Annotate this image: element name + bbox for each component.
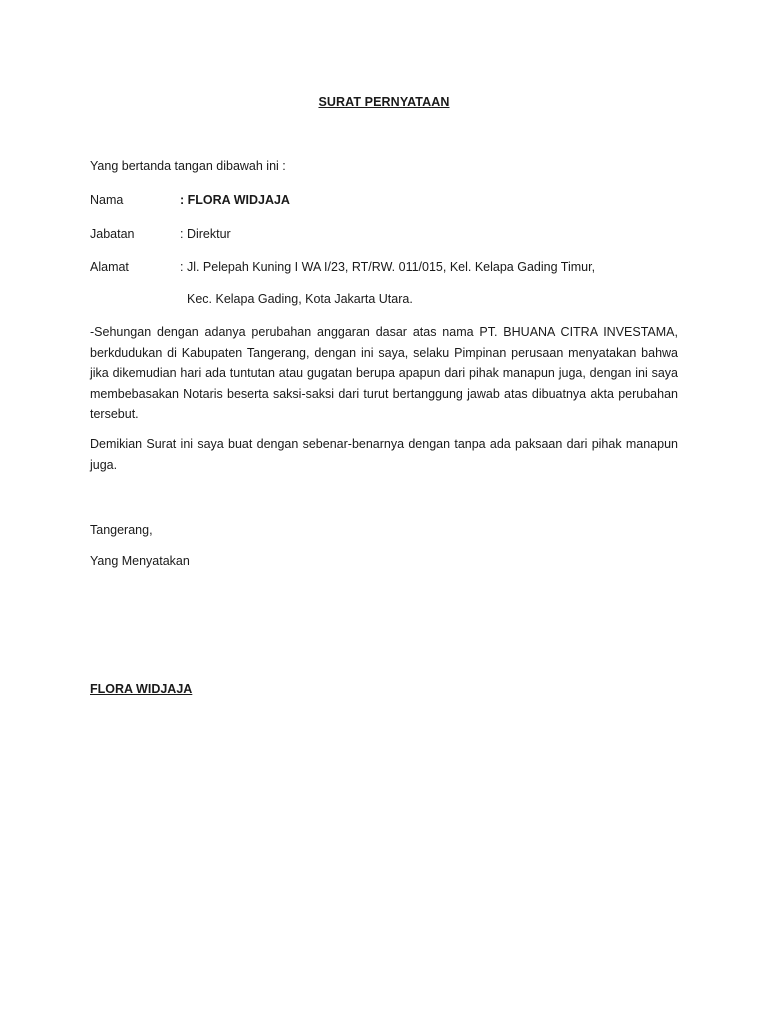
field-value-jabatan: : Direktur	[180, 227, 231, 241]
closing-paragraph: Demikian Surat ini saya buat dengan sebenar-benarnya dengan tanpa ada paksaan dari pihak manapun juga.	[90, 437, 678, 472]
intro-text: Yang bertanda tangan dibawah ini :	[90, 159, 286, 173]
field-label-alamat: Alamat	[90, 260, 129, 274]
field-label-nama: Nama	[90, 193, 124, 207]
field-label-jabatan: Jabatan	[90, 227, 135, 241]
address-continuation: Kec. Kelapa Gading, Kota Jakarta Utara.	[187, 292, 413, 306]
signatory-caption: Yang Menyatakan	[90, 554, 190, 568]
statement-paragraph: -Sehungan dengan adanya perubahan anggaran dasar atas nama PT. BHUANA CITRA INVESTAMA, berkdudukan di Kabupaten Tangerang, dengan ini saya, selaku Pimpinan perusaan menyatakan bahwa jika dikemudian hari ada tuntutan atau gugatan berupa apapun dari pihak manapun juga, dengan ini saya membebasakan Notaris beserta saksi-saksi dari turut bertanggung jawab atas dibuatnya akta perubahan tersebut.	[90, 325, 678, 421]
signatory-name: FLORA WIDJAJA	[90, 682, 193, 696]
field-value-alamat: : Jl. Pelepah Kuning I WA I/23, RT/RW. 011/015, Kel. Kelapa Gading Timur,	[180, 260, 596, 274]
place-text: Tangerang,	[90, 523, 153, 537]
field-value-nama: : FLORA WIDJAJA	[180, 193, 290, 207]
document-title: SURAT PERNYATAAN	[318, 95, 450, 109]
